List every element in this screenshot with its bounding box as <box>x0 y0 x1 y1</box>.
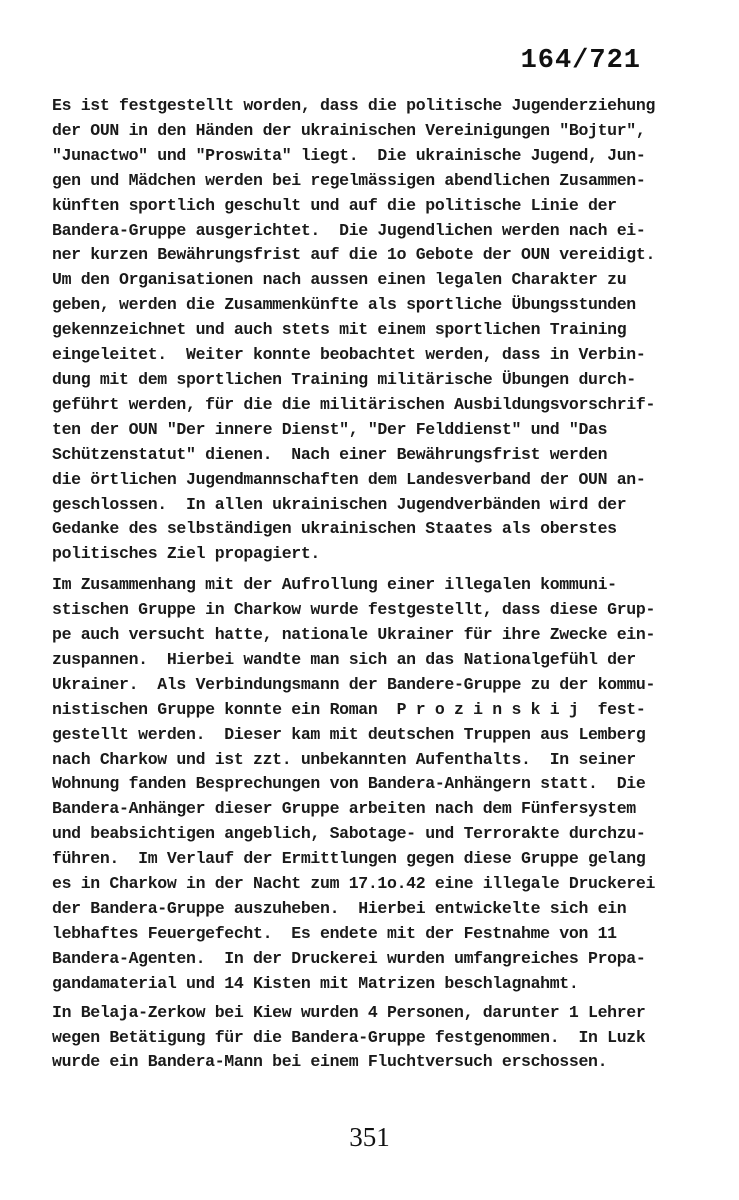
text-line: dung mit dem sportlichen Training militärische Übungen durch- <box>52 369 636 389</box>
text-line: lebhaftes Feuergefecht. Es endete mit der Festnahme von 11 <box>52 923 617 943</box>
text-line: geben, werden die Zusammenkünfte als sportliche Übungsstunden <box>52 295 636 315</box>
text-line: führen. Im Verlauf der Ermittlungen gegen diese Gruppe gelang <box>52 849 646 869</box>
text-line: Bandera-Anhänger dieser Gruppe arbeiten nach dem Fünfersystem <box>52 799 636 819</box>
text-line: gestellt werden. Dieser kam mit deutschen Truppen aus Lemberg <box>52 724 646 744</box>
archive-page-number: 164/721 <box>520 46 641 76</box>
printed-page-number: 351 <box>349 1122 390 1152</box>
text-line: Wohnung fanden Besprechungen von Bandera-Anhängern statt. Die <box>52 774 646 794</box>
text-line: es in Charkow in der Nacht zum 17.1o.42 eine illegale Druckerei <box>52 874 656 894</box>
text-line: der Bandera-Gruppe auszuheben. Hierbei entwickelte sich ein <box>52 899 627 918</box>
text-line: nach Charkow und ist zzt. unbekannten Aufenthalts. In seiner <box>52 749 636 769</box>
text-line: Es ist festgestellt worden, dass die politische Jugenderziehung <box>52 96 656 115</box>
text-line: nistischen Gruppe konnte ein Roman P r o z i n s k i j fest- <box>52 699 646 719</box>
document-body <box>52 94 692 1075</box>
text-line: Bandera-Gruppe ausgerichtet. Die Jugendlichen werden nach ei- <box>52 220 646 240</box>
text-line: Um den Organisationen nach aussen einen legalen Charakter zu <box>52 270 627 290</box>
text-line: gekennzeichnet und auch stets mit einem sportlichen Training <box>52 320 627 340</box>
text-line: geschlossen. In allen ukrainischen Jugendverbänden wird der <box>52 494 627 514</box>
text-line: Gedanke des selbständigen ukrainischen Staates als oberstes <box>52 519 617 539</box>
text-line: Bandera-Agenten. In der Druckerei wurden umfangreiches Propa- <box>52 948 646 968</box>
text-line: politisches Ziel propagiert. <box>52 544 321 564</box>
text-line: zuspannen. Hierbei wandte man sich an das Nationalgefühl der <box>52 649 636 669</box>
text-line: pe auch versucht hatte, nationale Ukrainer für ihre Zwecke ein- <box>52 625 656 645</box>
text-line: Im Zusammenhang mit der Aufrollung einer illegalen kommuni- <box>52 575 617 595</box>
text-line: ten der OUN "Der innere Dienst", "Der Felddienst" und "Das <box>52 419 608 439</box>
text-line: wurde ein Bandera-Mann bei einem Fluchtversuch erschossen. <box>52 1052 608 1072</box>
text-line: wegen Betätigung für die Bandera-Gruppe festgenommen. In Luzk <box>52 1027 646 1047</box>
text-line: gandamaterial und 14 Kisten mit Matrizen beschlagnahmt. <box>52 973 579 993</box>
text-line: eingeleitet. Weiter konnte beobachtet werden, dass in Verbin- <box>52 345 646 365</box>
text-line: ner kurzen Bewährungsfrist auf die 1o Gebote der OUN vereidigt. <box>52 245 656 265</box>
text-line: "Junactwo" und "Proswita" liegt. Die ukrainische Jugend, Jun- <box>52 145 646 165</box>
text-line: geführt werden, für die die militärischen Ausbildungsvorschrif- <box>52 394 656 414</box>
text-line: und beabsichtigen angeblich, Sabotage- und Terrorakte durchzu- <box>52 824 646 844</box>
text-line: gen und Mädchen werden bei regelmässigen abendlichen Zusammen- <box>52 170 646 190</box>
text-line: In Belaja-Zerkow bei Kiew wurden 4 Personen, darunter 1 Lehrer <box>52 1002 646 1022</box>
text-line: die örtlichen Jugendmannschaften dem Landesverband der OUN an- <box>52 469 646 489</box>
paragraph-arrests <box>52 1001 692 1076</box>
text-line: künften sportlich geschult und auf die politische Linie der <box>52 195 617 215</box>
text-line: Schützenstatut" dienen. Nach einer Bewährungsfrist werden <box>52 444 608 464</box>
paragraph-youth-education <box>52 94 692 567</box>
text-line: Ukrainer. Als Verbindungsmann der Bandere-Gruppe zu der kommu- <box>52 674 656 694</box>
text-line: der OUN in den Händen der ukrainischen Vereinigungen "Bojtur", <box>52 120 646 140</box>
paragraph-charkow-group <box>52 573 692 996</box>
text-line: stischen Gruppe in Charkow wurde festgestellt, dass diese Grup- <box>52 600 656 620</box>
